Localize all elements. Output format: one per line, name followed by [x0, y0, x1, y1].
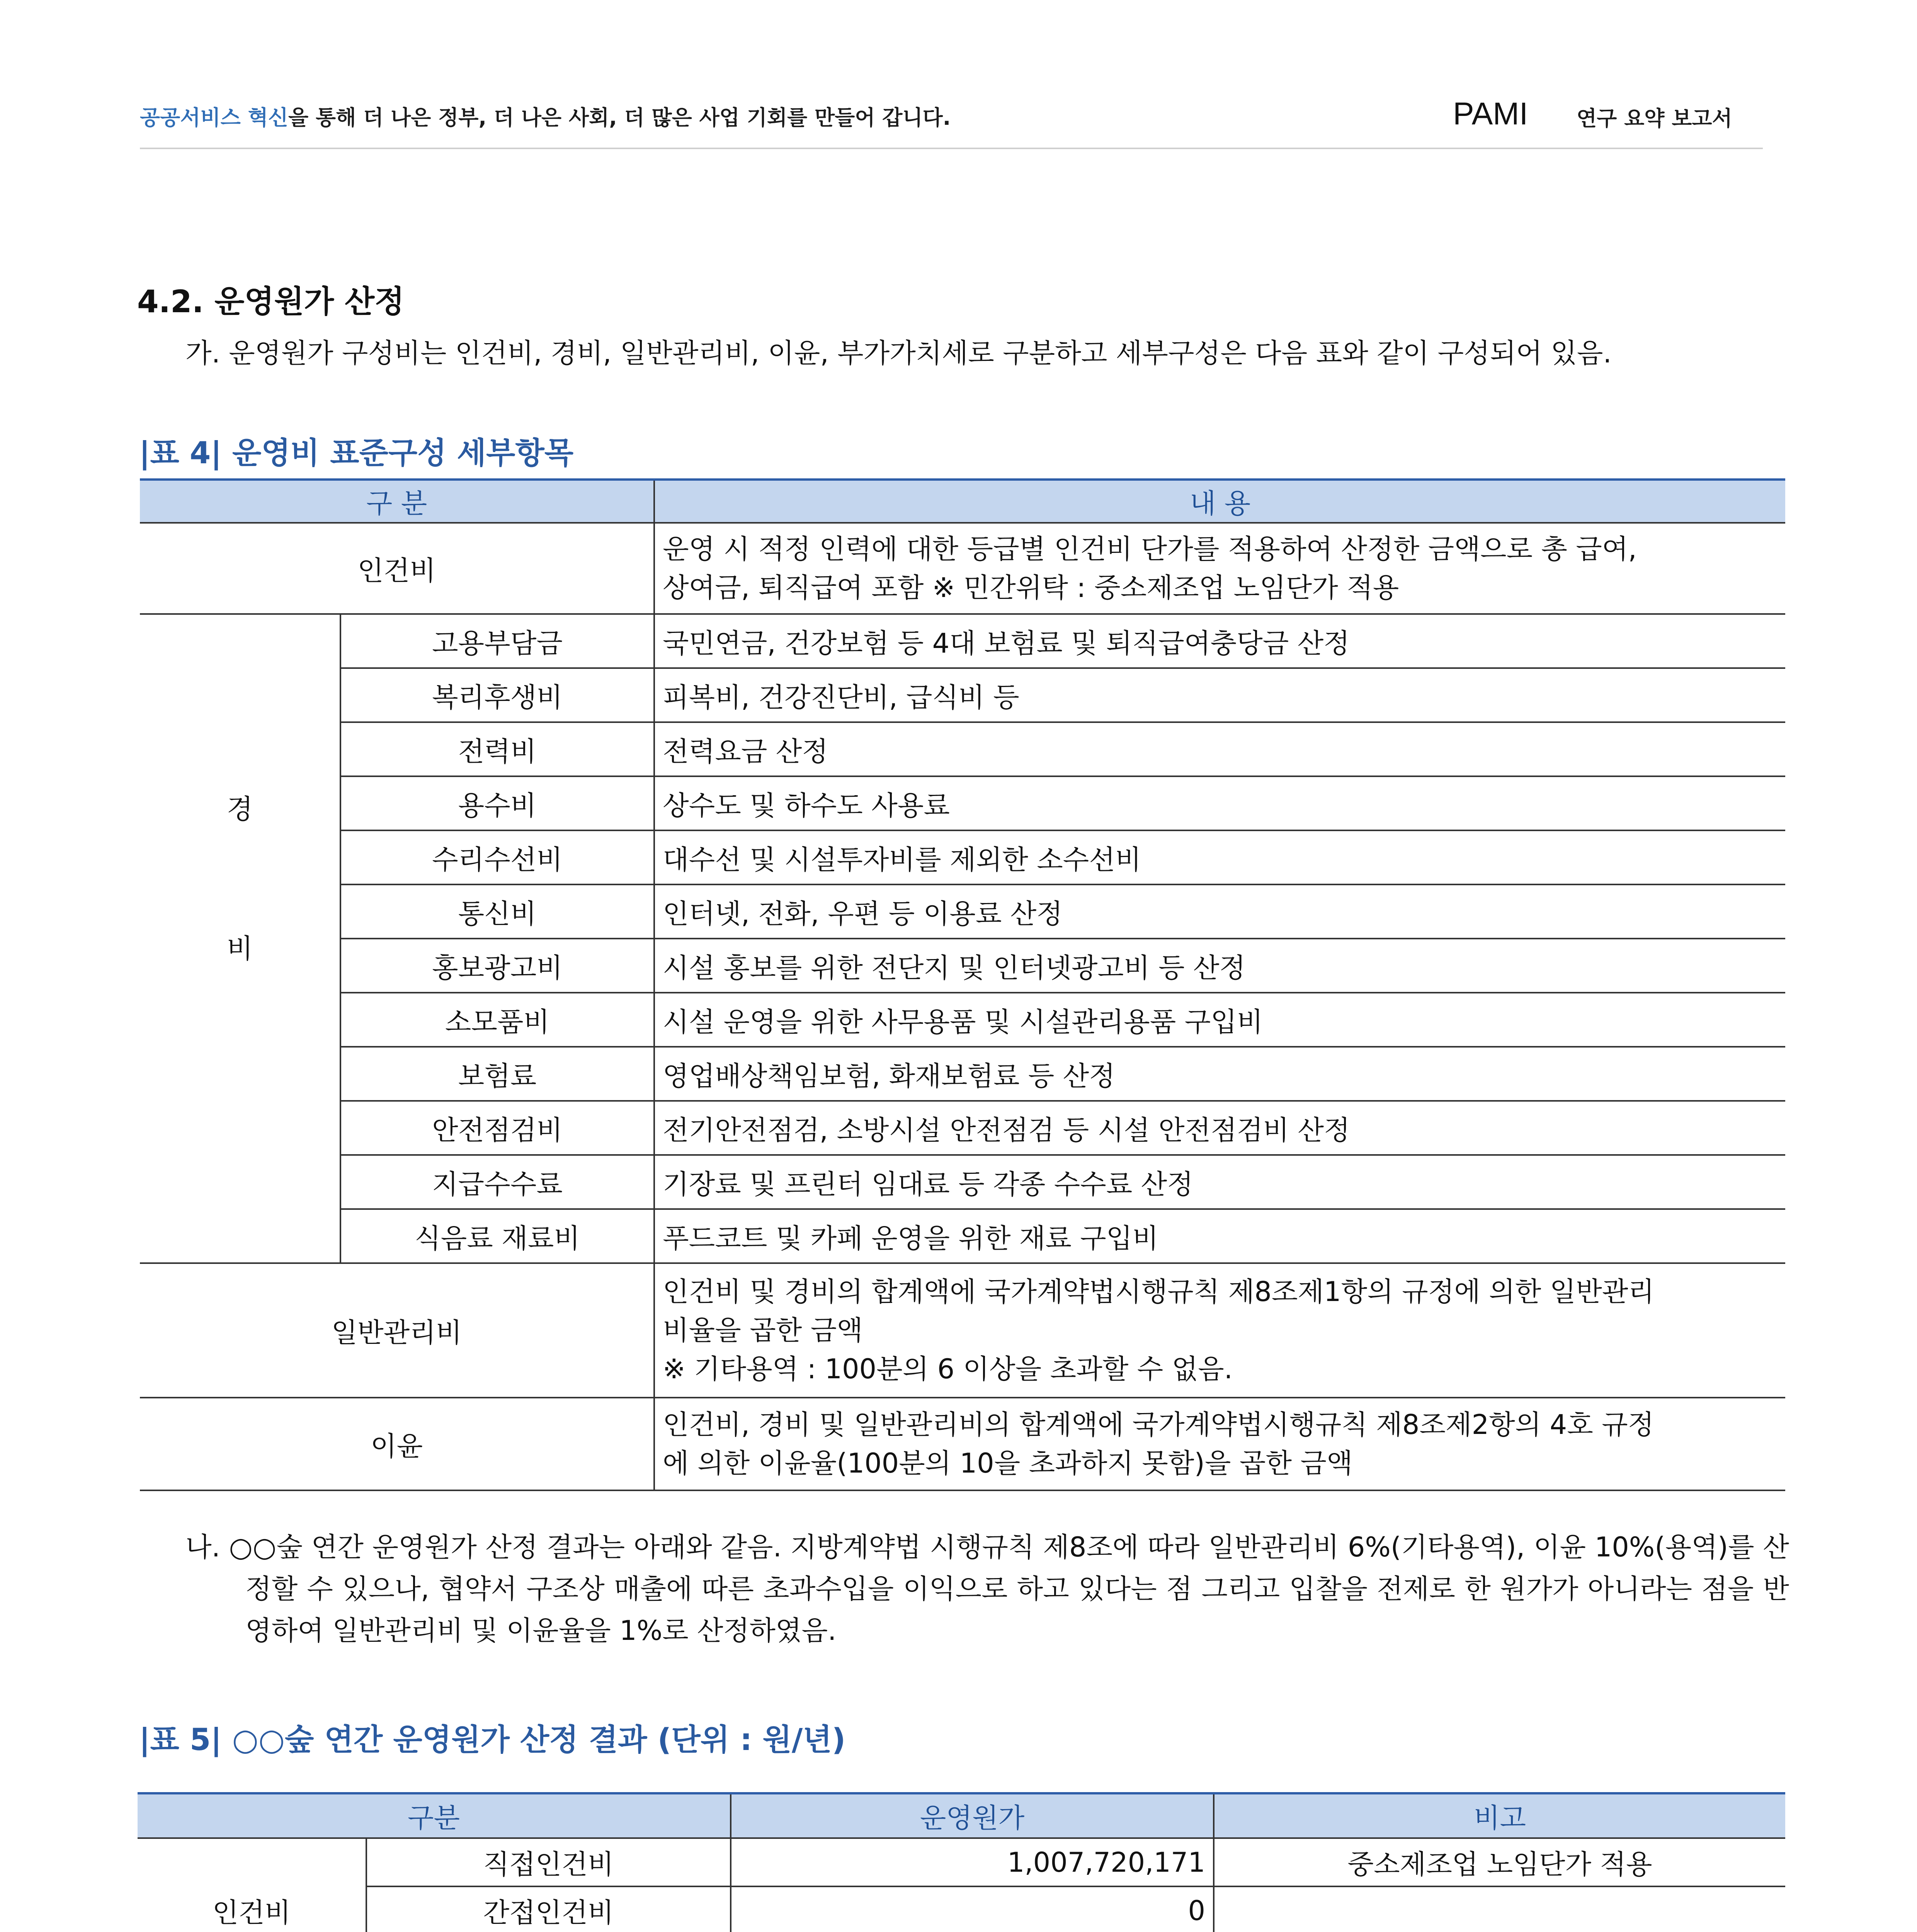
- admin-content-line: ※ 기타용역 : 100분의 6 이상을 초과할 수 없음.: [663, 1353, 1233, 1385]
- expense-content: 시설 운영을 위한 사무용품 및 시설관리용품 구입비: [654, 993, 1785, 1047]
- expense-content: 대수선 및 시설투자비를 제외한 소수선비: [654, 830, 1785, 884]
- table5-note: 중소제조업 노임단가 적용: [1214, 1838, 1785, 1886]
- expense-content: 상수도 및 하수도 사용료: [654, 776, 1785, 830]
- table5-head-cost: 운영원가: [731, 1793, 1214, 1838]
- expense-content: 시설 홍보를 위한 전단지 및 인터넷광고비 등 산정: [654, 939, 1785, 993]
- header-tagline-rest: 을 통해 더 나은 정부, 더 나은 사회, 더 많은 사업 기회를 만들어 갑니다.: [288, 105, 951, 130]
- expense-item: 통신비: [340, 884, 654, 939]
- expense-item: 소모품비: [340, 993, 654, 1047]
- section-title: 4.2. 운영원가 산정: [137, 284, 405, 320]
- labor-content: [654, 523, 1785, 614]
- expense-item: 식음료 재료비: [340, 1209, 654, 1263]
- expense-content: 전기안전점검, 소방시설 안전점검 등 시설 안전점검비 산정: [654, 1101, 1785, 1155]
- expense-content: 피복비, 건강진단비, 급식비 등: [654, 668, 1785, 722]
- expense-content: 전력요금 산정: [654, 722, 1785, 776]
- expense-label-bottom: 비: [226, 933, 253, 964]
- paragraph-na: 나. ○○숲 연간 운영원가 산정 결과는 아래와 같음. 지방계약법 시행규칙 제8조에 따라 일반관리비 6%(기타용역), 이윤 10%(용역)를 산정할 수 있으나, 협약서 구조상 매출에 따른 초과수입을 이익으로 하고 있다는 점 그리고 입찰을 전제로 한 원가가 아니라는 점을 반영하여 일반관리비 및 이윤율을 1%로 산정하였음.: [185, 1531, 1789, 1646]
- header-doc-type: 연구 요약 보고서: [1577, 106, 1732, 131]
- table4-title: |표 4| 운영비 표준구성 세부항목: [139, 436, 574, 471]
- expense-content: 푸드코트 및 카페 운영을 위한 재료 구입비: [654, 1209, 1785, 1263]
- table5-head-category: 구분: [138, 1793, 731, 1838]
- labor-content-line: 상여금, 퇴직급여 포함 ※ 민간위탁 : 중소제조업 노임단가 적용: [663, 572, 1399, 604]
- expense-item: 복리후생비: [340, 668, 654, 722]
- expense-item: 홍보광고비: [340, 939, 654, 993]
- expense-item: 고용부담금: [340, 614, 654, 668]
- table5-item: 직접인건비: [366, 1838, 731, 1886]
- table4-head-category: 구 분: [140, 480, 654, 523]
- profit-content-line: 에 의한 이윤율(100분의 10을 초과하지 못함)을 곱한 금액: [663, 1447, 1353, 1479]
- admin-label: 일반관리비: [140, 1263, 654, 1398]
- table5-item: 간접인건비: [366, 1886, 731, 1932]
- expense-item: 전력비: [340, 722, 654, 776]
- expense-item: 수리수선비: [340, 830, 654, 884]
- expense-label: [140, 614, 340, 1263]
- expense-item: 안전점검비: [340, 1101, 654, 1155]
- table4-head-content: 내 용: [654, 480, 1785, 523]
- expense-item: 지급수수료: [340, 1155, 654, 1209]
- table5-value: 1,007,720,171: [731, 1838, 1214, 1886]
- labor-content-line: 운영 시 적정 인력에 대한 등급별 인건비 단가를 적용하여 산정한 금액으로 총 급여,: [663, 533, 1637, 565]
- expense-content: 기장료 및 프린터 임대료 등 각종 수수료 산정: [654, 1155, 1785, 1209]
- admin-content-line: 비율을 곱한 금액: [663, 1315, 863, 1346]
- admin-content: [654, 1263, 1785, 1398]
- paragraph-ga: 가. 운영원가 구성비는 인건비, 경비, 일반관리비, 이윤, 부가가치세로 구분하고 세부구성은 다음 표와 같이 구성되어 있음.: [185, 337, 1612, 369]
- expense-item: 보험료: [340, 1047, 654, 1101]
- labor-label: 인건비: [140, 523, 654, 614]
- labor-group-label: 인건비: [138, 1838, 366, 1932]
- header-tagline: [140, 101, 951, 131]
- expense-label-top: 경: [226, 793, 253, 825]
- table5-note: [1214, 1886, 1785, 1932]
- table5-value: 0: [731, 1886, 1214, 1932]
- expense-content: 영업배상책임보험, 화재보험료 등 산정: [654, 1047, 1785, 1101]
- annual-cost-table: [138, 1792, 1785, 1932]
- profit-label: 이윤: [140, 1398, 654, 1490]
- profit-content-line: 인건비, 경비 및 일반관리비의 합계액에 국가계약법시행규칙 제8조제2항의 4호 규정: [663, 1409, 1654, 1440]
- expense-content: 국민연금, 건강보험 등 4대 보험료 및 퇴직급여충당금 산정: [654, 614, 1785, 668]
- header-tagline-highlight: 공공서비스 혁신: [140, 105, 288, 130]
- header-brand: PAMI: [1453, 96, 1528, 131]
- expense-item: 용수비: [340, 776, 654, 830]
- profit-content: [654, 1398, 1785, 1490]
- cost-composition-table: [140, 478, 1785, 1491]
- header-divider: [140, 148, 1763, 149]
- expense-content: 인터넷, 전화, 우편 등 이용료 산정: [654, 884, 1785, 939]
- admin-content-line: 인건비 및 경비의 합계액에 국가계약법시행규칙 제8조제1항의 규정에 의한 일반관리: [663, 1276, 1655, 1308]
- table5-title: |표 5| ○○숲 연간 운영원가 산정 결과 (단위 : 원/년): [139, 1723, 846, 1757]
- table5-head-note: 비고: [1214, 1793, 1785, 1838]
